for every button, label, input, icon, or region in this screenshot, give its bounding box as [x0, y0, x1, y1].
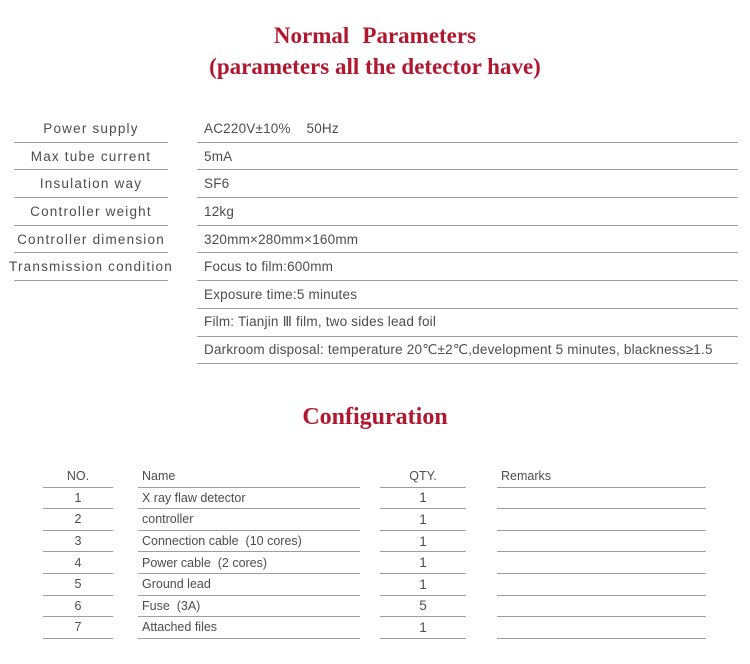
- item-qty: 1: [380, 552, 466, 574]
- parameter-label-column: [9, 115, 173, 281]
- normal-parameters-title: [0, 20, 750, 82]
- column-header-name: Name: [138, 466, 360, 488]
- config-column-remarks: [497, 466, 706, 639]
- item-name: Ground lead: [138, 574, 360, 596]
- parameter-label: Controller dimension: [14, 226, 168, 254]
- item-name: Power cable (2 cores): [138, 552, 360, 574]
- column-header-remarks: Remarks: [497, 466, 706, 488]
- config-column-name: [138, 466, 360, 639]
- item-qty: 1: [380, 509, 466, 531]
- page-subtitle: (parameters all the detector have): [209, 54, 541, 79]
- item-qty: 5: [380, 596, 466, 618]
- item-remarks: [497, 488, 706, 510]
- row-number: 4: [43, 552, 113, 574]
- configuration-title: Configuration: [302, 404, 448, 430]
- page-title: Normal Parameters: [273, 23, 477, 48]
- row-number: 1: [43, 488, 113, 510]
- item-name: controller: [138, 509, 360, 531]
- parameter-value: AC220V±10% 50Hz: [197, 115, 738, 143]
- item-name: Connection cable (10 cores): [138, 531, 360, 553]
- parameter-label: Power supply: [14, 115, 168, 143]
- row-number: 5: [43, 574, 113, 596]
- parameter-label: Insulation way: [14, 170, 168, 198]
- item-remarks: [497, 552, 706, 574]
- column-header-qty: QTY.: [380, 466, 466, 488]
- item-remarks: [497, 574, 706, 596]
- item-remarks: [497, 509, 706, 531]
- parameter-value-column: [197, 115, 738, 364]
- row-number: 2: [43, 509, 113, 531]
- parameter-value: Film: Tianjin Ⅲ film, two sides lead foil: [197, 309, 738, 337]
- row-number: 7: [43, 617, 113, 639]
- parameter-value: 5mA: [197, 143, 738, 171]
- parameter-label: Max tube current: [14, 143, 168, 171]
- item-remarks: [497, 531, 706, 553]
- parameter-label: Controller weight: [14, 198, 168, 226]
- parameter-value: Exposure time:5 minutes: [197, 281, 738, 309]
- item-qty: 1: [380, 617, 466, 639]
- item-qty: 1: [380, 531, 466, 553]
- parameter-value: Darkroom disposal: temperature 20℃±2℃,development 5 minutes, blackness≥1.5: [197, 337, 738, 365]
- item-remarks: [497, 596, 706, 618]
- config-column-no: [43, 466, 113, 639]
- parameter-value: Focus to film:600mm: [197, 253, 738, 281]
- item-name: Fuse (3A): [138, 596, 360, 618]
- column-header-no: NO.: [43, 466, 113, 488]
- parameter-value: 320mm×280mm×160mm: [197, 226, 738, 254]
- item-qty: 1: [380, 488, 466, 510]
- parameter-label: Transmission condition: [14, 253, 168, 281]
- row-number: 6: [43, 596, 113, 618]
- item-qty: 1: [380, 574, 466, 596]
- config-column-qty: [380, 466, 466, 639]
- item-name: Attached files: [138, 617, 360, 639]
- parameter-value: 12kg: [197, 198, 738, 226]
- item-remarks: [497, 617, 706, 639]
- item-name: X ray flaw detector: [138, 488, 360, 510]
- parameter-value: SF6: [197, 170, 738, 198]
- row-number: 3: [43, 531, 113, 553]
